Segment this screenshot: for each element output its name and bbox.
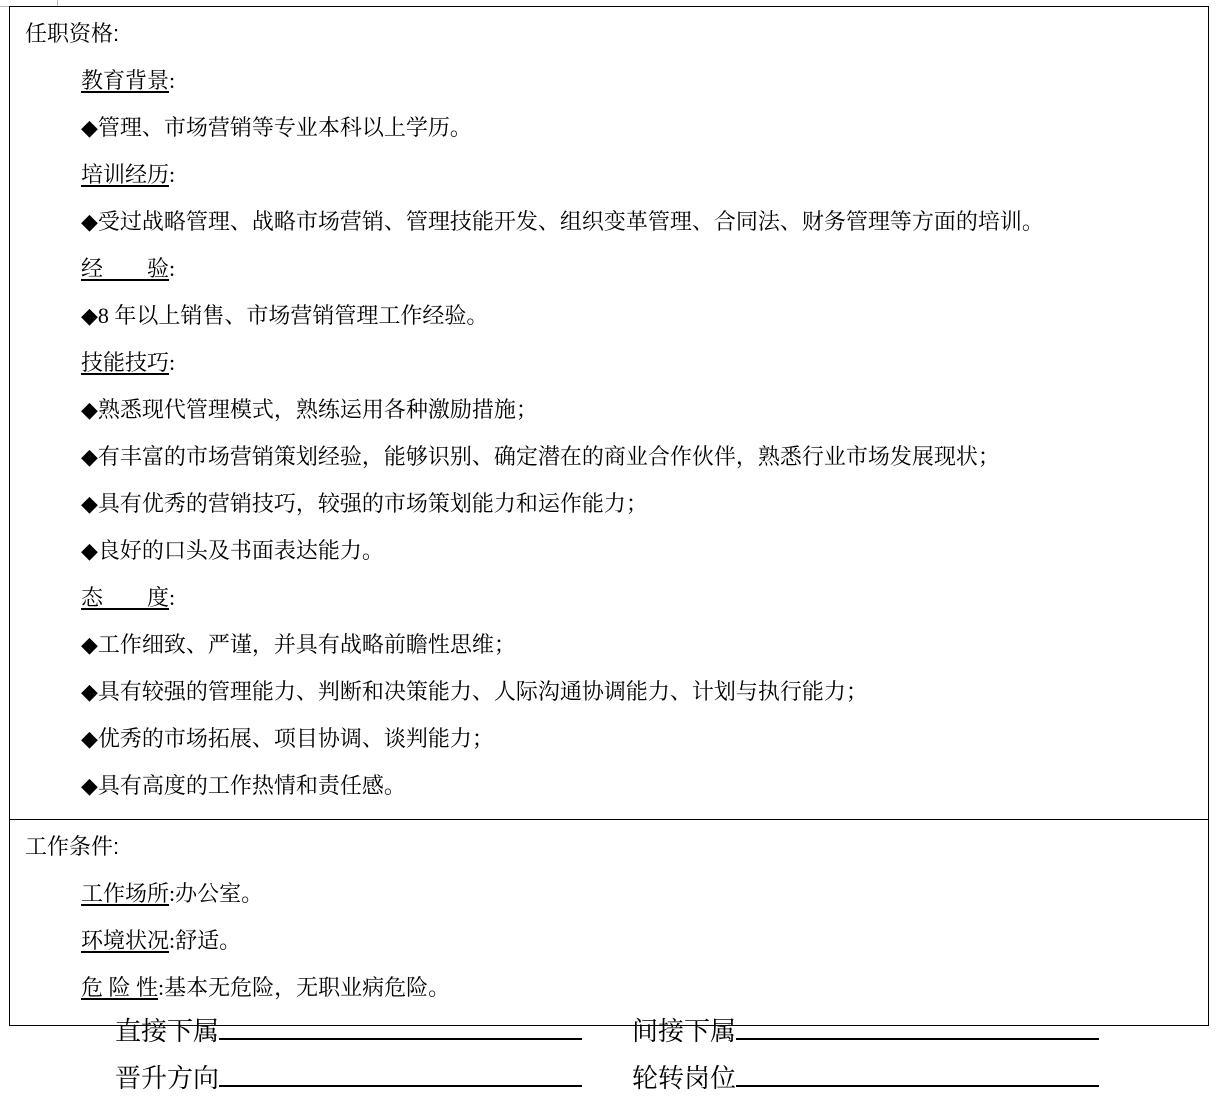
qualification-group-label [10,249,1208,296]
group-label-text: 态 度 [81,585,170,610]
condition-item [10,921,1208,968]
qualification-item: ◆工作细致、严谨，并具有战略前瞻性思维； [81,632,516,657]
qualification-item: ◆有丰富的市场营销策划经验，能够识别、确定潜在的商业合作伙伴，熟悉行业市场发展现状； [81,444,1000,469]
condition-value: :办公室。 [169,881,264,906]
qualification-item: ◆熟悉现代管理模式，熟练运用各种激励措施； [81,397,538,422]
condition-label: 工作场所 [81,881,170,906]
qualification-group-label [10,343,1208,390]
qualification-item: ◆良好的口头及书面表达能力。 [81,538,384,563]
qualification-item: ◆具有较强的管理能力、判断和决策能力、人际沟通协调能力、计划与执行能力； [81,679,868,704]
indirect-subordinate-blank[interactable] [736,1012,1099,1040]
condition-item [10,874,1208,921]
condition-label: 环境状况 [81,928,170,953]
qualification-item: ◆受过战略管理、战略市场营销、管理技能开发、组织变革管理、合同法、财务管理等方面的培训。 [81,209,1044,234]
indirect-subordinate-label: 间接下属 [632,1017,737,1046]
conditions-section [10,820,1208,1025]
direct-subordinate-blank[interactable] [219,1012,582,1040]
condition-value: :基本无危险，无职业病危险。 [158,975,451,1000]
job-spec-table [9,6,1209,1026]
group-label-text: 培训经历 [81,162,170,187]
qualification-item: ◆优秀的市场拓展、项目协调、谈判能力； [81,726,494,751]
rotation-field [632,1059,1099,1099]
qualification-item: ◆管理、市场营销等专业本科以上学历。 [81,115,472,140]
conditions-heading: 工作条件: [25,834,120,859]
colon: : [169,350,176,375]
promotion-label: 晋升方向 [115,1064,220,1093]
condition-value: :舒适。 [169,928,242,953]
promotion-blank[interactable] [219,1059,582,1087]
colon: : [169,585,176,610]
qualification-item: ◆具有高度的工作热情和责任感。 [81,773,406,798]
qualification-group-label [10,578,1208,625]
group-label-text: 技能技巧 [81,350,170,375]
colon: : [169,68,176,93]
colon: : [169,162,176,187]
condition-item [10,968,1208,1015]
indirect-subordinate-field [632,1012,1099,1052]
qualification-item: ◆具有优秀的营销技巧，较强的市场策划能力和运作能力； [81,491,648,516]
rotation-label: 轮转岗位 [632,1064,737,1093]
direct-subordinate-label: 直接下属 [115,1017,220,1046]
qualifications-heading: 任职资格: [25,21,120,46]
qualification-group-label [10,61,1208,108]
direct-subordinate-field [115,1012,582,1052]
promotion-field [115,1059,582,1099]
group-label-text: 教育背景 [81,68,170,93]
condition-label: 危 险 性 [81,975,159,1000]
qualifications-section [10,7,1208,820]
rotation-blank[interactable] [736,1059,1099,1087]
qualification-group-label [10,155,1208,202]
colon: : [169,256,176,281]
group-label-text: 经 验 [81,256,170,281]
qualification-item: ◆8 年以上销售、市场营销管理工作经验。 [81,303,489,328]
